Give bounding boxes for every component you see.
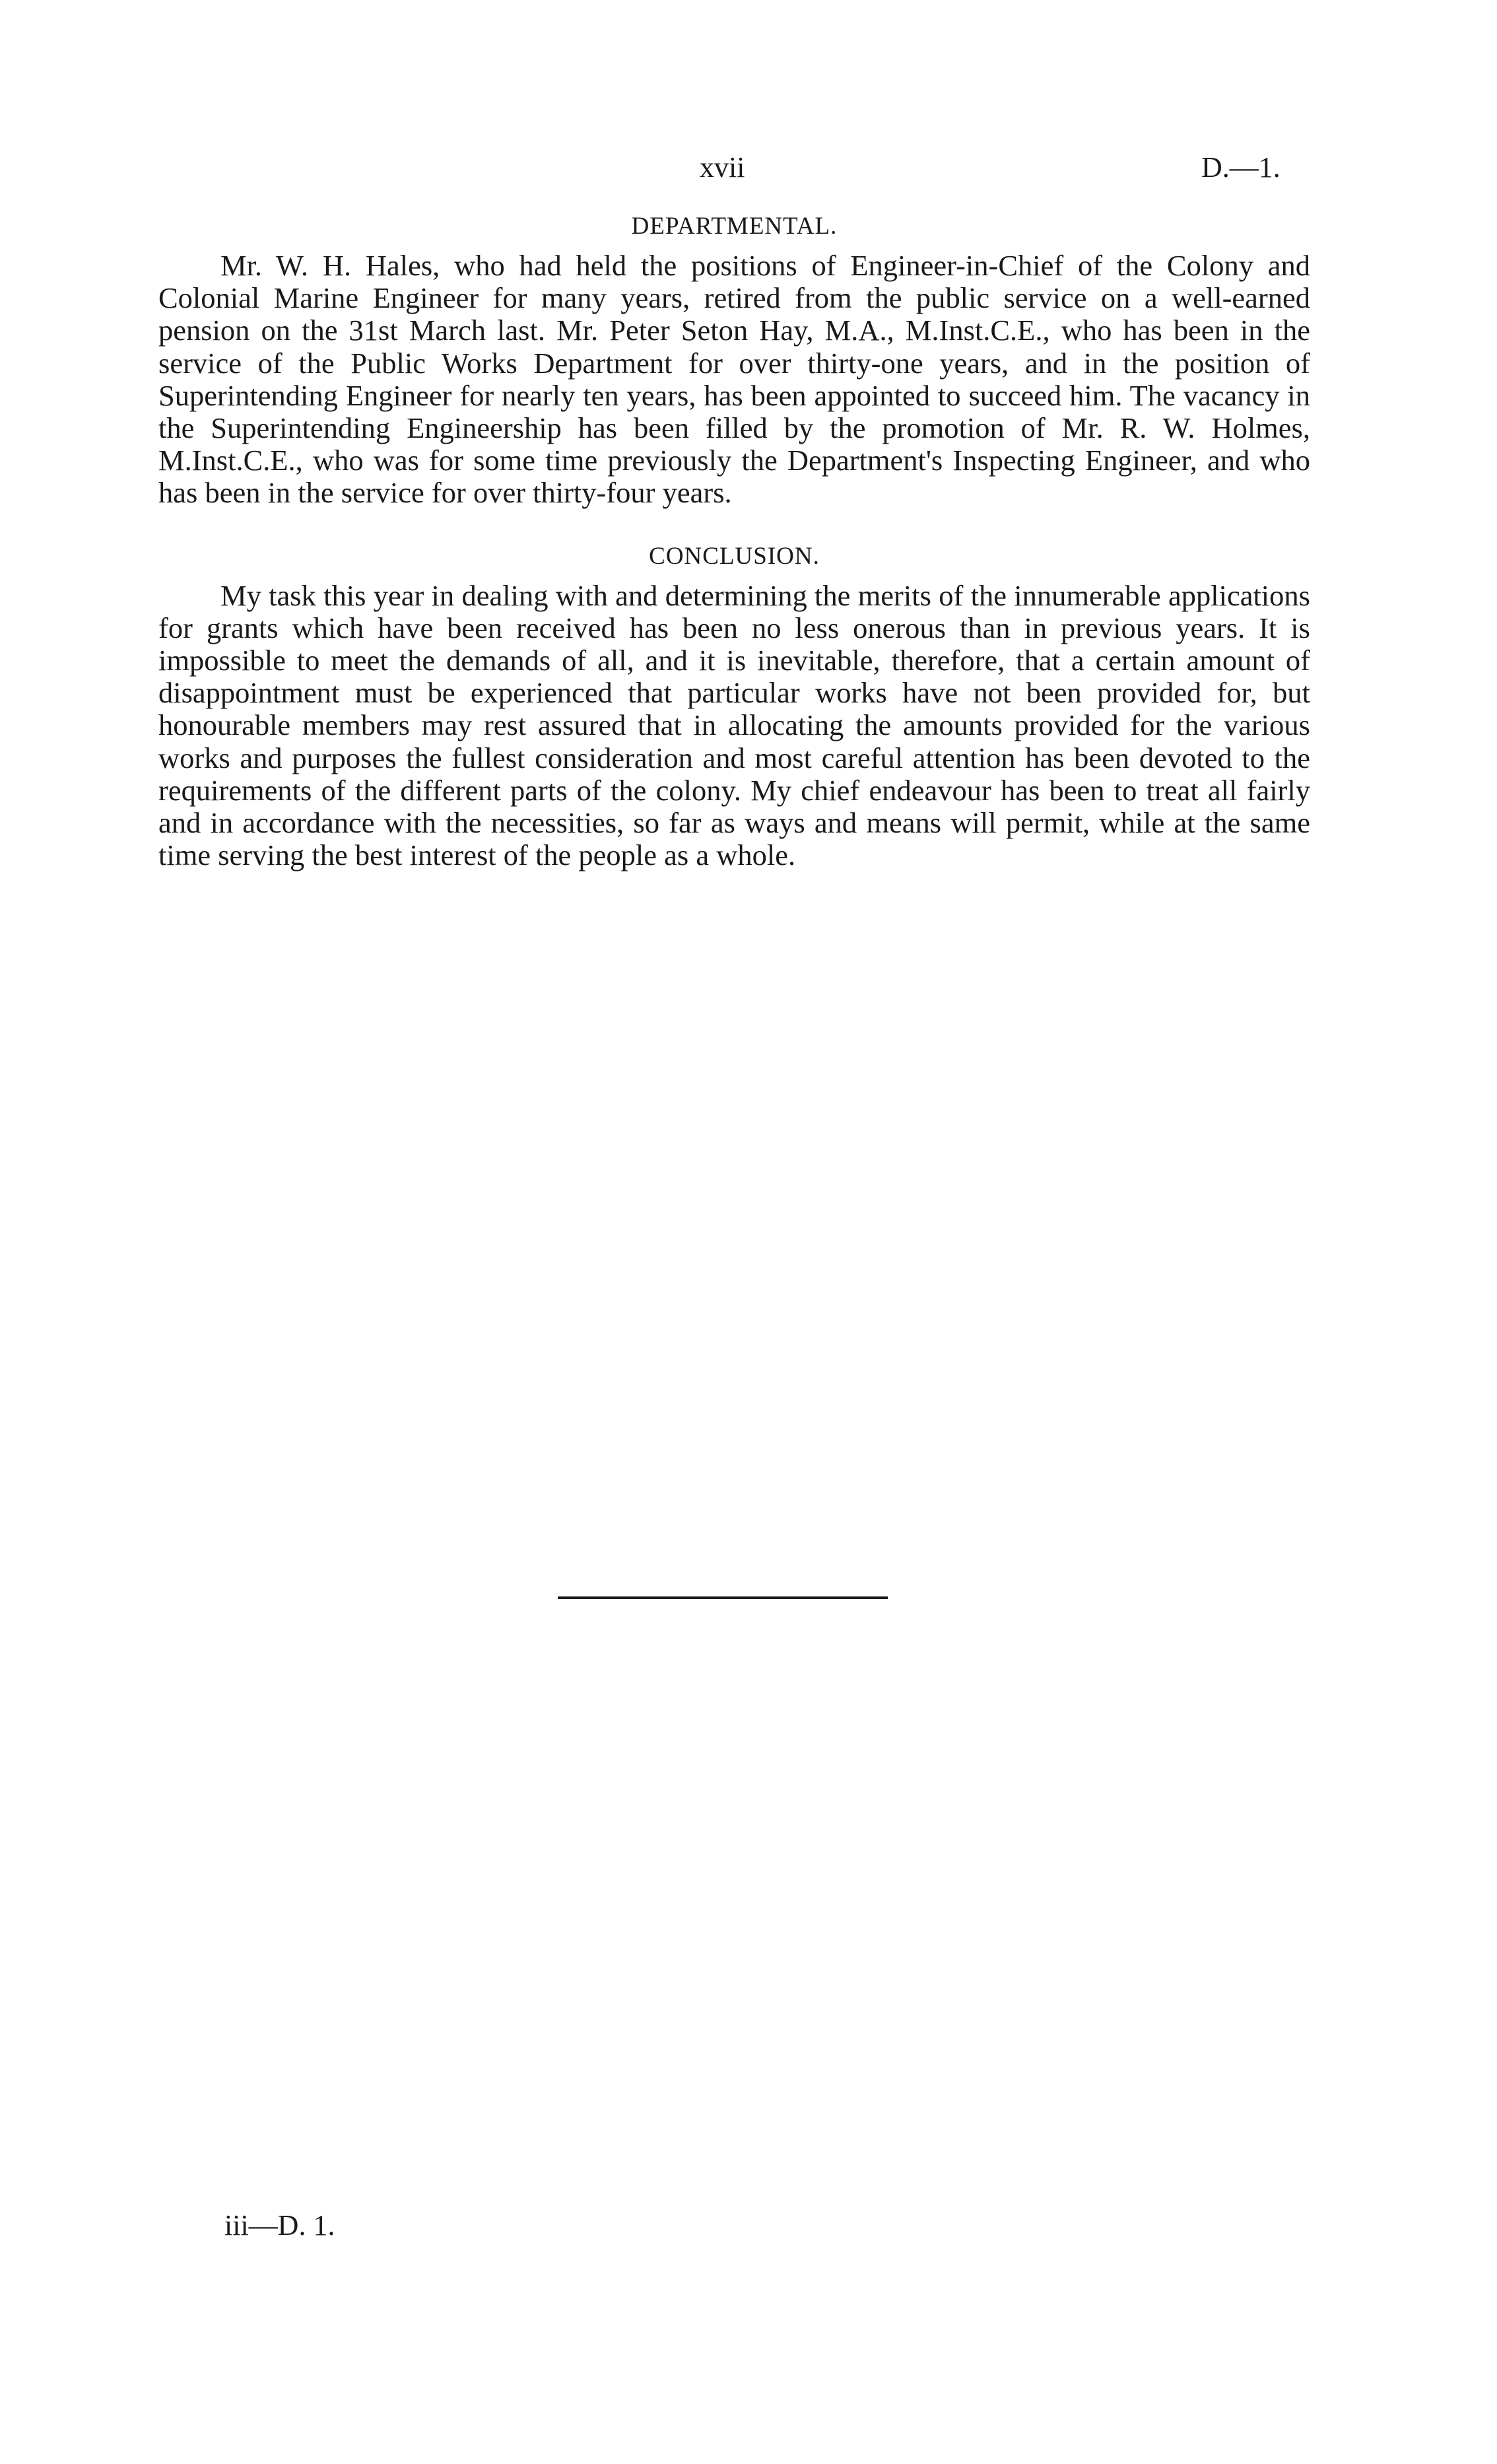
departmental-paragraph: Mr. W. H. Hales, who had held the positions of Engineer-in-Chief of the Colony and Colonial Marine Engineer for many years, retired from the public service on a well-earned pension on the 31st March last. Mr. Peter Seton Hay, M.A., M.Inst.C.E., who has been in the service of the Public Works Department for over thirty-one years, and in the position of Superintending Engineer for nearly ten years, has been appointed to succeed him. The vacancy in the Superintending Engineership has been filled by the promotion of Mr. R. W. Holmes, M.Inst.C.E., who was for some time previously the Department's Inspecting Engineer, and who has been in the service for over thirty-four years. [158,249,1310,510]
page-number: xvii [700,151,745,184]
conclusion-paragraph: My task this year in dealing with and determining the merits of the innumerable applications for grants which have been received has been no less onerous than in previous years. It is impossible to meet the demands of all, and it is inevitable, therefore, that a certain amount of disappointment must be experienced that particular works have not been provided for, but honourable members may rest assured that in allocating the amounts provided for the various works and purposes the fullest consideration and most careful attention has been devoted to the requirements of the different parts of the colony. My chief endeavour has been to treat all fairly and in accordance with the necessities, so far as ways and means will permit, while at the same time serving the best interest of the people as a whole. [158,578,1310,872]
page-body [158,211,1310,872]
section-divider [558,1596,888,1599]
conclusion-heading: CONCLUSION. [649,542,820,570]
departmental-heading: DEPARTMENTAL. [631,213,838,240]
signature-reference: iii—D. 1. [224,2209,335,2242]
document-reference: D.—1. [1201,151,1281,184]
